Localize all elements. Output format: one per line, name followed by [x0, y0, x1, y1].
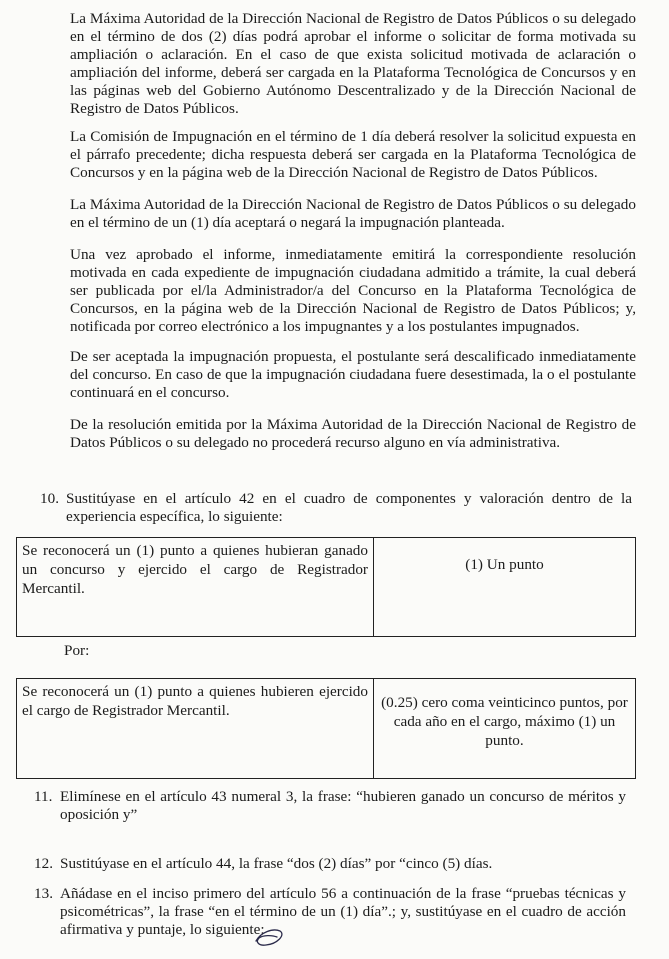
item-10-text: Sustitúyase en el artículo 42 en el cuadro de componentes y valoración dentro de la experiencia específica, lo siguiente:: [66, 490, 632, 525]
por-label: Por:: [64, 642, 90, 659]
paragraph-resolution: Una vez aprobado el informe, inmediatamente emitirá la correspondiente resolución motivada en cada expediente de impugnación ciudadana admitido a trámite, la cual deberá ser publicada por el/la Administrador/a del Concurso en la Plataforma Tecnológica de Concursos, en la página web de la Dirección Nacional de Registro de Datos Públicos; y, notificada por correo electrónico a los impugnantes y a los postulantes impugnados.: [70, 246, 636, 335]
table-replacement: [16, 678, 636, 779]
item-12-number: 12.: [34, 855, 53, 872]
item-11-text: Elimínese en el artículo 43 numeral 3, la frase: “hubieren ganado un concurso de méritos y oposición y”: [60, 788, 626, 823]
item-13-number: 13.: [34, 885, 53, 902]
item-10-number: 10.: [40, 490, 59, 507]
paragraph-approval: La Máxima Autoridad de la Dirección Nacional de Registro de Datos Públicos o su delegado en el término de dos (2) días podrá aprobar el informe o solicitar de forma motivada su ampliación o aclaración. En el caso de que exista solicitud motivada de aclaración o ampliación del informe, deberá ser cargada en la Plataforma Tecnológica de Concursos y en las páginas web del Gobierno Autónomo Descentralizado y de la Dirección Nacional de Registro de Datos Públicos.: [70, 10, 636, 117]
table-original: [16, 537, 636, 637]
paragraph-authority: La Máxima Autoridad de la Dirección Nacional de Registro de Datos Públicos o su delegado en el término de un (1) día aceptará o negará la impugnación planteada.: [70, 196, 636, 231]
item-13-text: Añádase en el inciso primero del artículo 56 a continuación de la frase “pruebas técnicas y psicométricas”, la frase “en el término de un (1) día”.; y, sustitúyase en el cuadro de acción afirmativa y puntaje, lo siguiente:: [60, 885, 626, 938]
paragraph-no-appeal: De la resolución emitida por la Máxima Autoridad de la Dirección Nacional de Registro de Datos Públicos o su delegado no procederá recurso alguno en vía administrativa.: [70, 416, 636, 451]
table-replacement-right-cell: (0.25) cero coma veinticinco puntos, por cada año en el cargo, máximo (1) un punto.: [374, 679, 636, 779]
handwritten-initial: [253, 926, 287, 948]
item-11-number: 11.: [34, 788, 53, 805]
table-original-left-cell: Se reconocerá un (1) punto a quienes hubieran ganado un concurso y ejercido el cargo de Registrador Mercantil.: [17, 538, 374, 637]
table-original-right-cell: (1) Un punto: [374, 538, 636, 637]
table-replacement-left-cell: Se reconocerá un (1) punto a quienes hubieren ejercido el cargo de Registrador Mercantil.: [17, 679, 374, 779]
item-12-text: Sustitúyase en el artículo 44, la frase “dos (2) días” por “cinco (5) días.: [60, 855, 493, 872]
paragraph-accepted: De ser aceptada la impugnación propuesta, el postulante será descalificado inmediatamente del concurso. En caso de que la impugnación ciudadana fuere desestimada, la o el postulante continuará en el concurso.: [70, 348, 636, 401]
paragraph-commission: La Comisión de Impugnación en el término de 1 día deberá resolver la solicitud expuesta en el párrafo precedente; dicha respuesta deberá ser cargada en la Plataforma Tecnológica de Concursos y en la página web de la Dirección Nacional de Registro de Datos Públicos.: [70, 128, 636, 181]
